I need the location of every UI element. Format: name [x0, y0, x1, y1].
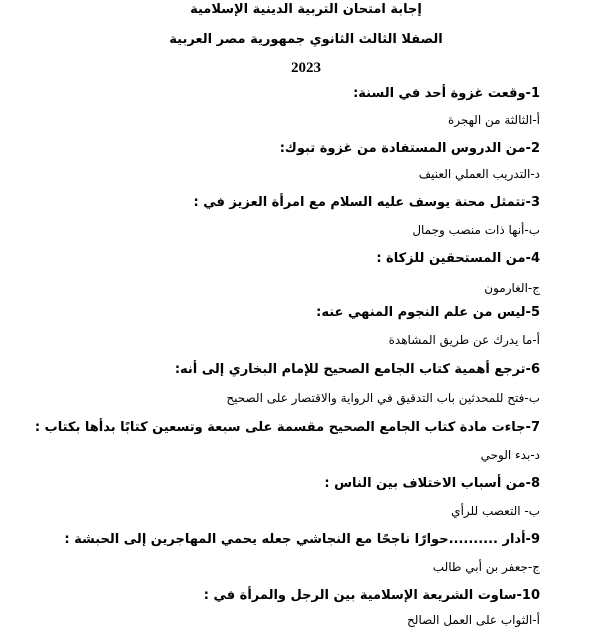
answer-6: ب-فتح للمحدثين باب التدقيق في الرواية والاقتصار على الصحيح	[226, 391, 540, 405]
answer-5: أ-ما يدرك عن طريق المشاهدة	[388, 333, 540, 347]
question-6: 6-ترجع أهمية كتاب الجامع الصحيح للإمام البخاري إلى أنه:	[174, 362, 540, 377]
answer-1: أ-الثالثة من الهجرة	[447, 113, 540, 127]
question-8: 8-من أسباب الاختلاف بين الناس :	[324, 476, 540, 491]
answer-8: ب- التعصب للرأي	[451, 504, 540, 518]
answer-9: ج-جعفر بن أبي طالب	[432, 560, 540, 574]
question-7: 7-جاءت مادة كتاب الجامع الصحيح مقسمة على سبعة وتسعين كتابًا بدأها بكتاب :	[34, 420, 540, 435]
question-10: 10-ساوت الشريعة الإسلامية بين الرجل والمرأة في :	[203, 588, 540, 603]
answer-3: ب-أنها ذات منصب وجمال	[412, 223, 540, 237]
page-title: إجابة امتحان التربية الدينية الإسلامية	[190, 2, 422, 17]
answer-10: أ-الثواب على العمل الصالح	[407, 613, 540, 627]
question-2: 2-من الدروس المستفادة من غزوة تبوك:	[279, 141, 540, 156]
question-1: 1-وقعت غزوة أحد في السنة:	[353, 86, 540, 101]
answer-7: د-بدء الوحي	[480, 448, 540, 462]
question-3: 3-تتمثل محنة يوسف عليه السلام مع امرأة العزيز في :	[193, 195, 540, 210]
answer-2: د-التدريب العملي العنيف	[418, 167, 540, 181]
exam-year: 2023	[291, 60, 321, 76]
answer-4: ج-الغارمون	[484, 281, 540, 295]
page-subtitle: الصفلا الثالث الثانوي جمهورية مصر العربية	[169, 32, 443, 47]
question-4: 4-من المستحقين للزكاة :	[376, 251, 540, 266]
question-5: 5-ليس من علم النجوم المنهي عنه:	[316, 305, 540, 320]
question-9: 9-أدار ..........حوارًا ناجحًا مع النجاشي جعله يحمي المهاجرين إلى الحبشة :	[64, 532, 540, 547]
